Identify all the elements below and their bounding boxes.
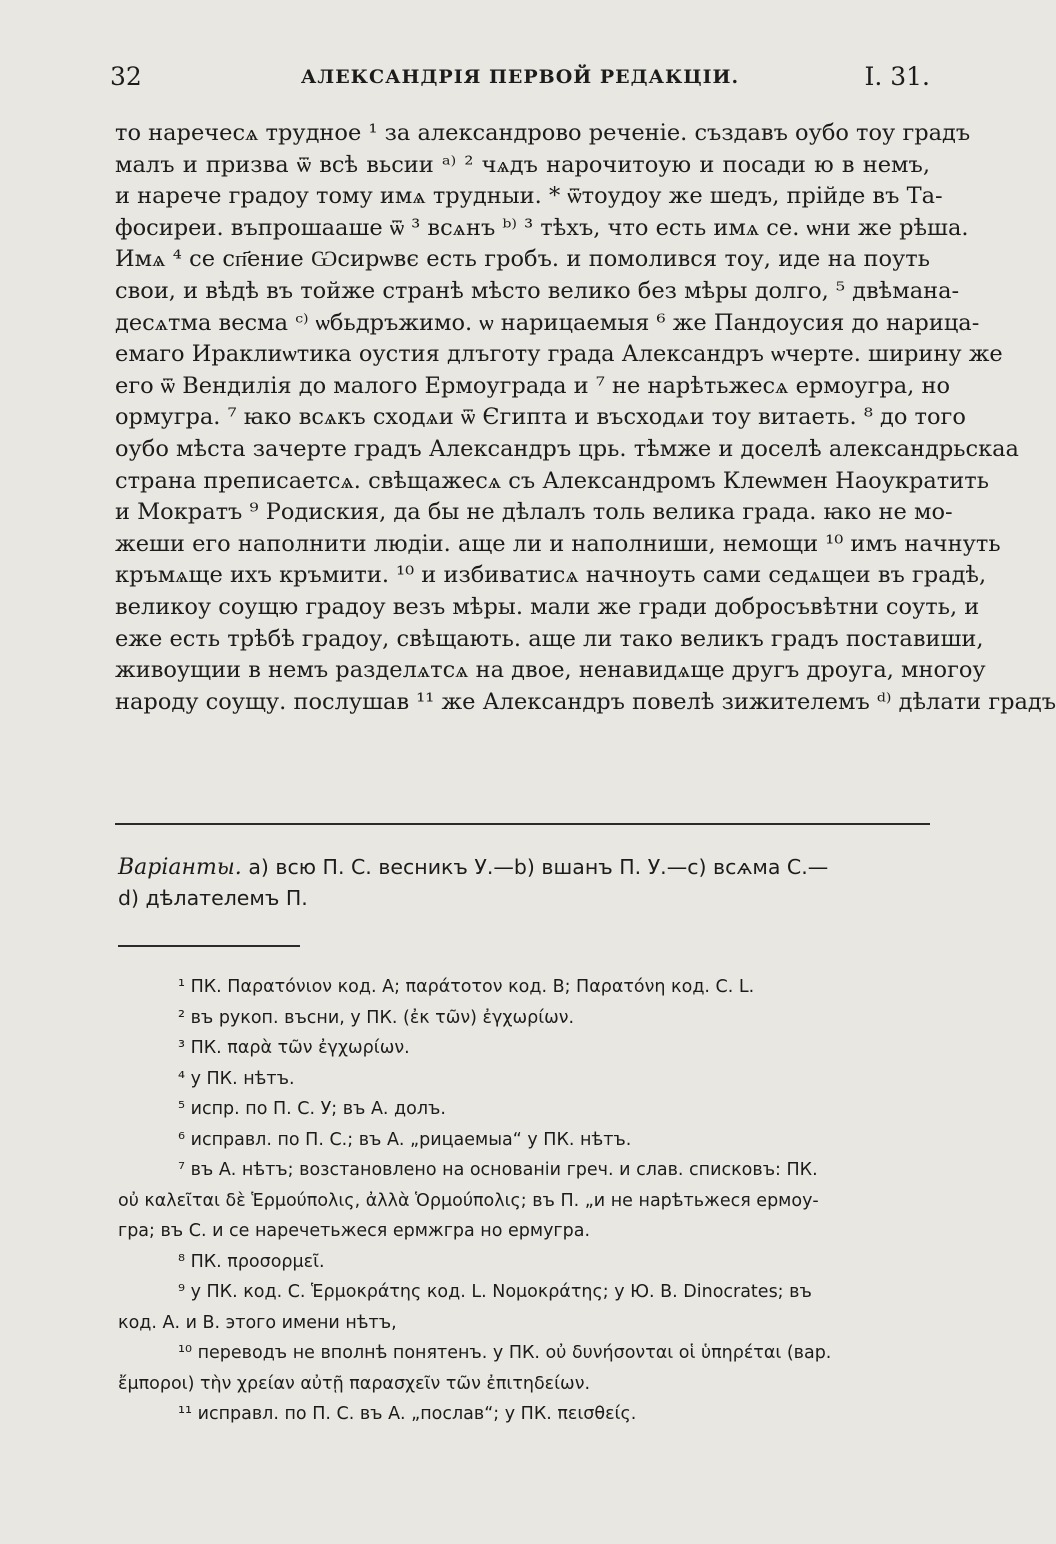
text-line: свои, и вѣдѣ въ тойже странѣ мѣсто велико без мѣры долго, ⁵ двѣмана- bbox=[115, 277, 960, 304]
text-line: ормугра. ⁷ ꙗко всѧкъ сходѧи ѿ Єгипта и въсходѧи тоу витаеть. ⁸ до того bbox=[115, 404, 966, 431]
running-title: АЛЕКСАНДРІЯ ПЕРВОЙ РЕДАКЦІИ. bbox=[300, 66, 740, 88]
footnote-line: ἔμποροι) τὴν χρείαν αὐτῇ παρασχεῖν τῶν ἐπιτηδείων. bbox=[118, 1373, 591, 1394]
footnote-line: ¹ ПК. Παρατόνιον код. А; παράτοτον код. В; Παρατόνη код. С. L. bbox=[178, 977, 755, 997]
variants-label: Варіанты. bbox=[118, 855, 242, 880]
text-line: фосиреи. въпрошааше ѿ ³ всѧнъ ᵇ⁾ ³ тѣхъ, что есть имѧ се. ѡни же рѣша. bbox=[115, 214, 969, 241]
main-text bbox=[115, 118, 1056, 718]
text-line: емаго Ираклиѡтика оустия длъготу града Александръ ѡчерте. ширину же bbox=[115, 341, 1003, 368]
footnote-line: ⁸ ПК. προσορμεῖ. bbox=[178, 1251, 325, 1272]
variants-line-2: d) дѣлателемъ П. bbox=[118, 886, 308, 910]
text-line: малъ и призва ѿ всѣ вьсии ᵃ⁾ ² чѧдъ нарочитоую и посади ю в немъ, bbox=[115, 151, 930, 178]
text-line: оубо мѣста зачерте градъ Александръ црь. тѣмже и доселѣ александрьскаа bbox=[115, 435, 1019, 462]
text-line: и нарече градоу тому имѧ трудныи. * ѿтоудоу же шедъ, прійде въ Та- bbox=[115, 183, 943, 210]
text-line: десѧтма весма ᶜ⁾ ѡбьдръжимо. ѡ нарицаемыя ⁶ же Пандоусия до нарица- bbox=[115, 309, 980, 336]
footnote-line: гра; въ С. и се наречетьжеся ермжгра но ермугра. bbox=[118, 1221, 591, 1241]
footnote-line: ¹¹ исправл. по П. С. въ А. „послав“; у ПК. πεισθείς. bbox=[178, 1404, 637, 1424]
text-line: его ѿ Вендилія до малого Ермоуграда и ⁷ не нарѣтьжесѧ ермоугра, но bbox=[115, 372, 951, 399]
footnote-line: ⁷ въ А. нѣтъ; возстановлено на основаніи греч. и слав. списковъ: ПК. bbox=[178, 1160, 818, 1180]
variants-line-1: а) всю П. С. весникъ У.—b) вшанъ П. У.—с) всѧма С.— bbox=[248, 855, 829, 879]
footnote-divider bbox=[118, 945, 300, 947]
variants-block bbox=[118, 852, 930, 914]
text-line: страна преписаетсѧ. свѣщажесѧ съ Александромъ Клеѡмен Наоукратить bbox=[115, 467, 989, 494]
footnote-line: ³ ПК. παρὰ τῶν ἐγχωρίων. bbox=[178, 1038, 410, 1058]
page-header bbox=[110, 62, 930, 102]
text-divider bbox=[115, 823, 930, 825]
footnote-line: ⁹ у ПК. код. С. Ἑρμοκράτης код. L. Νομοκράτης; у Ю. В. Dinocrates; въ bbox=[178, 1282, 812, 1302]
footnote-line: ⁶ исправл. по П. С.; въ А. „рицаемыа“ у ПК. нѣтъ. bbox=[178, 1129, 632, 1150]
text-line: великоу соущю градоу везъ мѣры. мали же гради добросъвѣтни соуть, и bbox=[115, 593, 980, 620]
footnote-line: ² въ рукоп. въсни, у ПК. (ἐκ τῶν) ἐγχωρίων. bbox=[178, 1007, 575, 1028]
text-line: народу соущу. послушав ¹¹ же Александръ повелѣ зижителемъ ᵈ⁾ дѣлати градъ bbox=[115, 688, 1056, 715]
text-line: кръмѧще ихъ кръмити. ¹⁰ и избиватисѧ начноуть сами седѧщеи въ градѣ, bbox=[115, 562, 987, 589]
page-number: 32 bbox=[110, 62, 142, 91]
footnote-line: οὐ καλεῖται δὲ Ἑρμούπολις, ἀλλὰ Ὁρμούπολις; въ П. „и не нарѣтьжеся ермоу- bbox=[118, 1190, 819, 1211]
footnotes bbox=[118, 972, 930, 1430]
variants-line bbox=[118, 852, 930, 883]
section-number: I. 31. bbox=[864, 62, 930, 91]
text-line: еже есть трѣбѣ градоу, свѣщають. аще ли тако великъ градъ поставиши, bbox=[115, 625, 984, 652]
text-line: жеши его наполнити людіи. аще ли и наполниши, немощи ¹⁰ имъ начнуть bbox=[115, 530, 1001, 557]
text-line: Имѧ ⁴ се сп҃ение Ѡсирѡвє есть гробъ. и помолився тоу, иде на поуть bbox=[115, 246, 930, 273]
text-line: и Мократъ ⁹ Родиския, да бы не дѣлалъ толь велика града. ꙗко не мо- bbox=[115, 499, 953, 526]
footnote-line: код. А. и В. этого имени нѣтъ, bbox=[118, 1312, 397, 1333]
footnote-line: ⁴ у ПК. нѣтъ. bbox=[178, 1068, 295, 1089]
footnote-line: ¹⁰ переводъ не вполнѣ понятенъ. у ПК. οὐ δυνήσονται οἱ ὑπηρέται (вар. bbox=[178, 1343, 832, 1363]
text-line: живоущии в немъ разделѧтсѧ на двое, ненавидѧще другъ дроуга, многоу bbox=[115, 657, 986, 684]
text-line: то наречесѧ трудное ¹ за александрово реченіе. създавъ оубо тоу градъ bbox=[115, 120, 971, 146]
footnote-line: ⁵ испр. по П. С. У; въ А. долъ. bbox=[178, 1099, 446, 1119]
